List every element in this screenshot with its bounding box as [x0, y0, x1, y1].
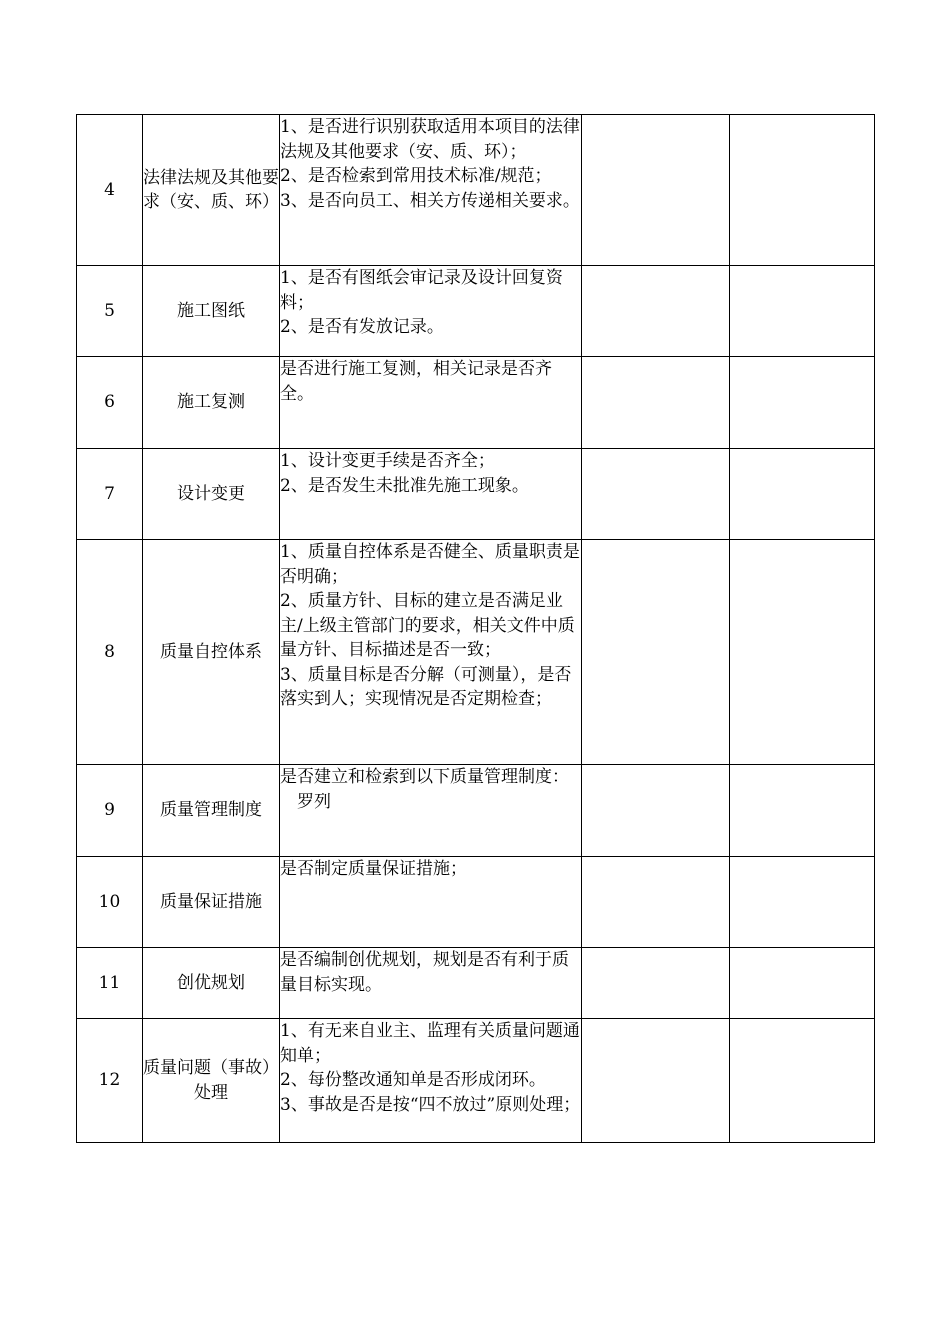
result-cell	[582, 266, 730, 357]
check-content	[280, 765, 582, 857]
check-content-line: 是否制定质量保证措施；	[280, 859, 467, 879]
result-cell	[582, 449, 730, 540]
remark-cell	[730, 948, 875, 1019]
check-content	[280, 1019, 582, 1143]
result-cell	[582, 948, 730, 1019]
row-number: 8	[77, 540, 143, 765]
check-content-line: 1、是否有图纸会审记录及设计回复资料；	[280, 268, 563, 313]
result-cell	[582, 1019, 730, 1143]
check-item: 施工复测	[143, 357, 280, 449]
result-cell	[582, 857, 730, 948]
remark-cell	[730, 266, 875, 357]
check-content-line: 1、质量自控体系是否健全、质量职责是否明确；	[280, 542, 580, 587]
result-cell	[582, 357, 730, 449]
check-item: 质量自控体系	[143, 540, 280, 765]
check-content-line: 是否建立和检索到以下质量管理制度：	[280, 767, 569, 787]
check-item: 质量管理制度	[143, 765, 280, 857]
check-content-line: 是否进行施工复测，相关记录是否齐全。	[280, 359, 552, 404]
row-number: 12	[77, 1019, 143, 1143]
table-row	[77, 1019, 875, 1143]
check-item: 质量问题（事故）处理	[143, 1019, 280, 1143]
row-number: 7	[77, 449, 143, 540]
result-cell	[582, 115, 730, 266]
row-number: 4	[77, 115, 143, 266]
remark-cell	[730, 540, 875, 765]
table-row	[77, 948, 875, 1019]
table-row	[77, 266, 875, 357]
check-content	[280, 449, 582, 540]
check-content-line: 1、是否进行识别获取适用本项目的法律法规及其他要求（安、质、环）；	[280, 117, 580, 162]
result-cell	[582, 765, 730, 857]
check-content-line: 1、有无来自业主、监理有关质量问题通知单；	[280, 1021, 580, 1066]
check-content	[280, 948, 582, 1019]
check-content	[280, 115, 582, 266]
check-content-line: 3、质量目标是否分解（可测量），是否落实到人；实现情况是否定期检查；	[280, 664, 572, 709]
check-content-line: 1、设计变更手续是否齐全；	[280, 451, 495, 471]
check-content-line: 2、是否发生未批准先施工现象。	[280, 475, 529, 496]
row-number: 9	[77, 765, 143, 857]
check-content-line: 2、质量方针、目标的建立是否满足业主/上级主管部门的要求，相关文件中质量方针、目标描述是否一致；	[280, 591, 575, 660]
table-row	[77, 115, 875, 266]
check-content-line: 3、是否向员工、相关方传递相关要求。	[280, 190, 580, 211]
row-number: 6	[77, 357, 143, 449]
check-content-line: 罗列	[280, 791, 331, 812]
remark-cell	[730, 857, 875, 948]
remark-cell	[730, 357, 875, 449]
check-item: 设计变更	[143, 449, 280, 540]
check-content	[280, 540, 582, 765]
remark-cell	[730, 449, 875, 540]
check-content-line: 2、是否检索到常用技术标准/规范；	[280, 166, 552, 186]
table-row	[77, 449, 875, 540]
check-content-line: 2、是否有发放记录。	[280, 317, 444, 337]
check-item: 法律法规及其他要求（安、质、环）	[143, 115, 280, 266]
check-item: 质量保证措施	[143, 857, 280, 948]
check-content	[280, 266, 582, 357]
remark-cell	[730, 115, 875, 266]
remark-cell	[730, 1019, 875, 1143]
table-row	[77, 540, 875, 765]
check-item: 施工图纸	[143, 266, 280, 357]
table-row	[77, 857, 875, 948]
remark-cell	[730, 765, 875, 857]
check-content-line: 是否编制创优规划，规划是否有利于质量目标实现。	[280, 950, 569, 995]
checklist-table	[76, 114, 875, 1143]
table-row	[77, 765, 875, 857]
row-number: 11	[77, 948, 143, 1019]
check-content	[280, 857, 582, 948]
checklist-body	[77, 115, 875, 1143]
check-content-line: 2、每份整改通知单是否形成闭环。	[280, 1070, 546, 1090]
table-row	[77, 357, 875, 449]
row-number: 5	[77, 266, 143, 357]
row-number: 10	[77, 857, 143, 948]
check-content-line: 3、事故是否是按“四不放过”原则处理；	[280, 1094, 581, 1115]
result-cell	[582, 540, 730, 765]
check-item: 创优规划	[143, 948, 280, 1019]
check-content	[280, 357, 582, 449]
